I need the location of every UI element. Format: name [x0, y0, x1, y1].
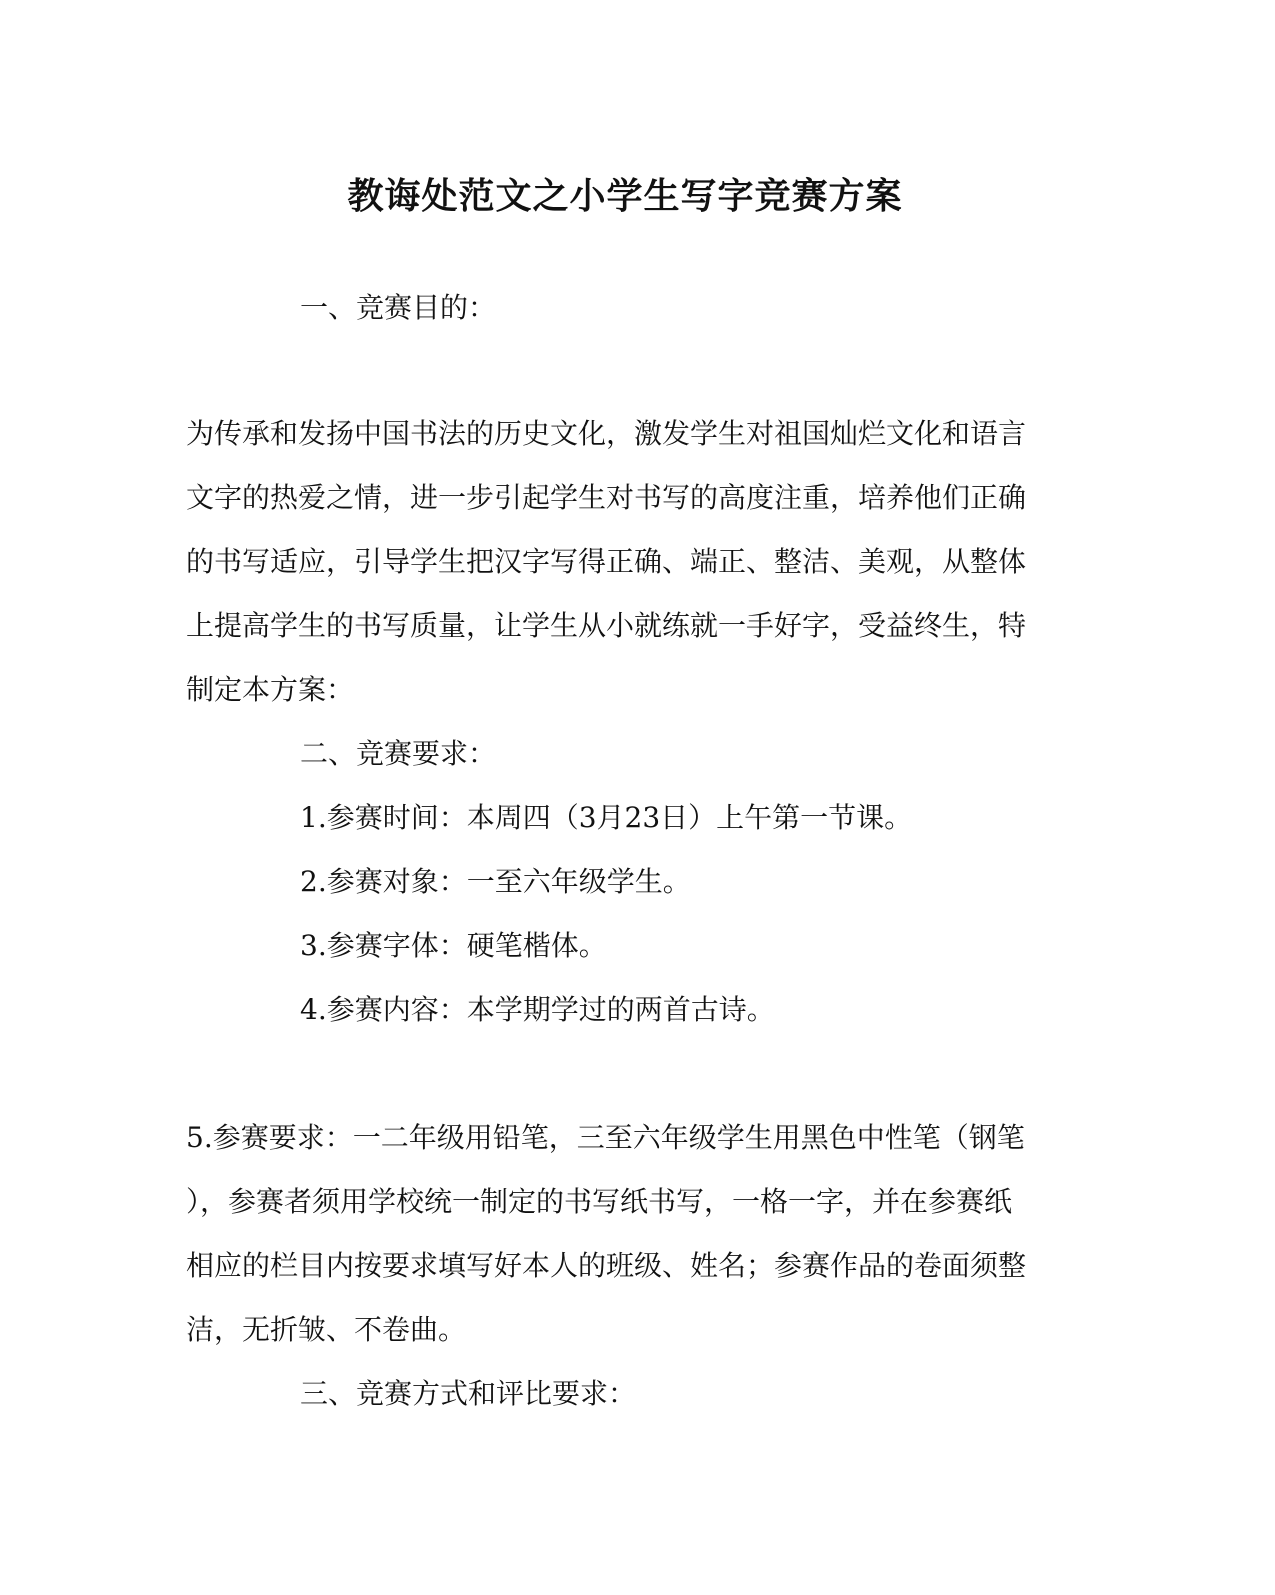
requirement-item: 4.参赛内容：本学期学过的两首古诗。: [300, 993, 775, 1026]
paragraph-line: 的书写适应，引导学生把汉字写得正确、端正、整洁、美观，从整体: [186, 545, 1027, 578]
paragraph-line: 为传承和发扬中国书法的历史文化，激发学生对祖国灿烂文化和语言: [186, 417, 1027, 450]
paragraph-line: 5.参赛要求：一二年级用铅笔，三至六年级学生用黑色中性笔（钢笔: [186, 1121, 1025, 1154]
section-heading-requirements: 二、竞赛要求：: [300, 737, 497, 770]
paragraph-line: 洁，无折皱、不卷曲。: [186, 1313, 467, 1346]
paragraph-line: 文字的热爱之情，进一步引起学生对书写的高度注重，培养他们正确: [186, 481, 1027, 514]
purpose-paragraph: [186, 402, 1046, 722]
paragraph-line: ），参赛者须用学校统一制定的书写纸书写，一格一字，并在参赛纸: [186, 1185, 1013, 1218]
document-title: 教诲处范文之小学生写字竞赛方案: [347, 175, 903, 217]
section-heading-method: 三、竞赛方式和评比要求：: [300, 1377, 637, 1410]
paragraph-line: 制定本方案：: [186, 673, 355, 706]
requirement-item: 2.参赛对象：一至六年级学生。: [300, 865, 691, 898]
paragraph-line: 相应的栏目内按要求填写好本人的班级、姓名；参赛作品的卷面须整: [186, 1249, 1027, 1282]
requirement-item: 1.参赛时间：本周四（3月23日）上午第一节课。: [300, 801, 913, 834]
paragraph-line: 上提高学生的书写质量，让学生从小就练就一手好字，受益终生，特: [186, 609, 1027, 642]
requirement-item: 3.参赛字体：硬笔楷体。: [300, 929, 607, 962]
section-heading-purpose: 一、竞赛目的：: [300, 291, 497, 324]
requirement-detail-paragraph: [186, 1106, 1046, 1362]
